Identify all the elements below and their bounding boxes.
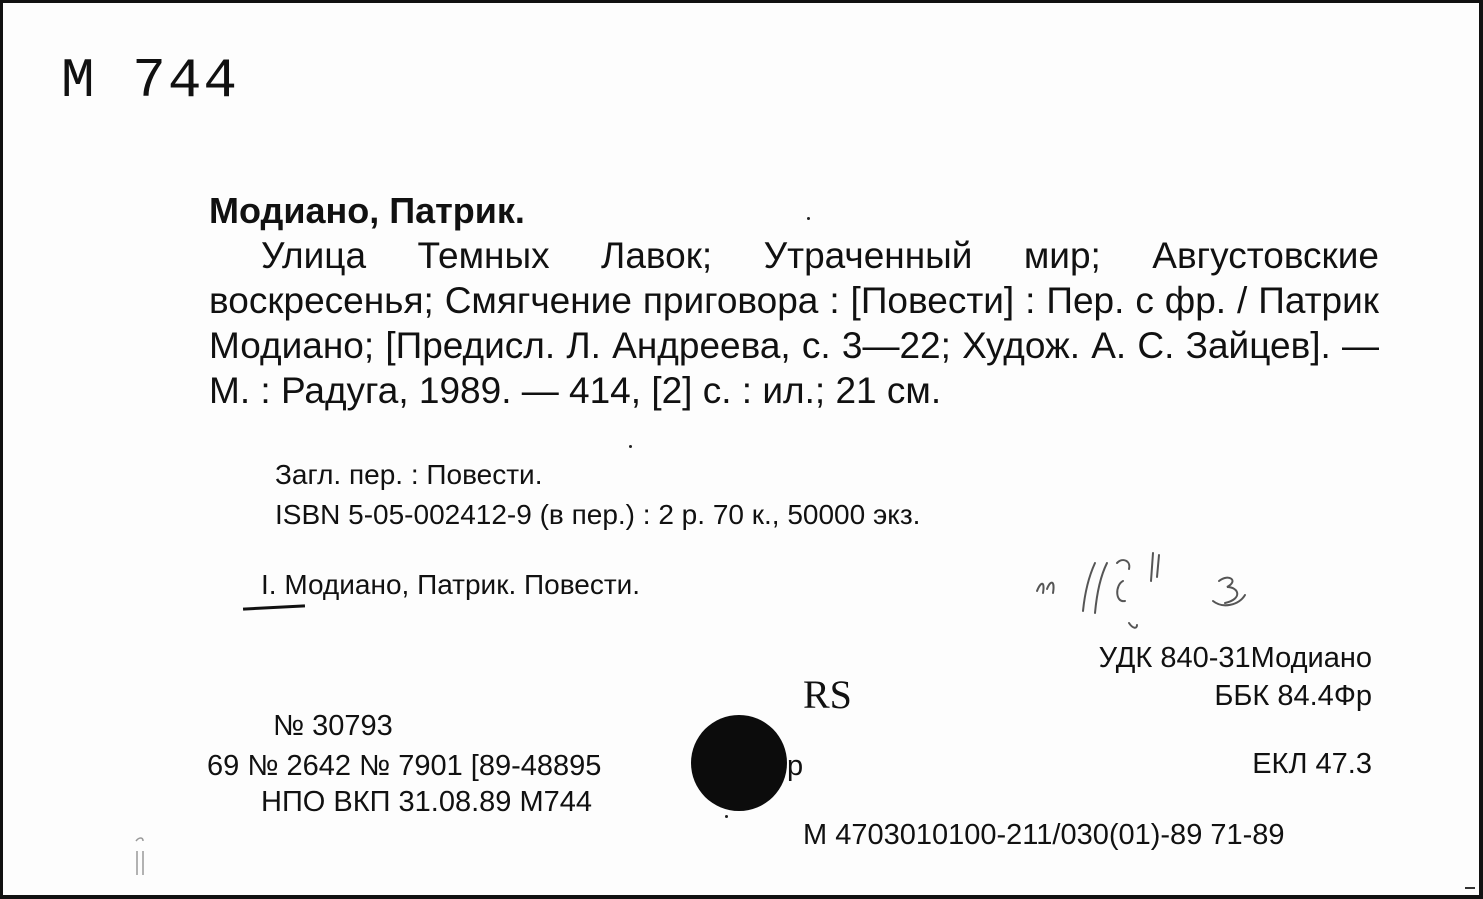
handwritten-note-scribble xyxy=(1033,551,1263,641)
pencil-mark xyxy=(133,835,147,879)
bbk-code: ББК 84.4Фр xyxy=(1214,680,1372,712)
order-numbers: 69 № 2642 № 7901 [89-48895 xyxy=(207,750,602,782)
ekl-code: ЕКЛ 47.3 xyxy=(1252,748,1372,780)
udk-code: УДК 840-31Модиано xyxy=(1098,642,1372,674)
card-number: № 30793 xyxy=(273,710,393,742)
paper-speck xyxy=(629,445,632,448)
isbn-note: ISBN 5-05-002412-9 (в пер.) : 2 р. 70 к., 50000 экз. xyxy=(275,499,921,530)
bibliographic-description: Улица Темных Лавок; Утраченный мир; Августовские воскресенья; Смягчение приговора : [Повести] : Пер. с фр. / Патрик Модиано; [Предисл. Л. Андреева, с. 3—22; Худож. А. С. Зайцев]. — М. : Радуга, 1989. — 414, [2] с. : ил.; 21 см. xyxy=(209,235,1379,411)
paper-speck xyxy=(725,815,728,818)
handwritten-underline xyxy=(243,604,305,610)
added-entry-tracing: I. Модиано, Патрик. Повести. xyxy=(261,569,641,600)
rs-mark: RS xyxy=(803,672,852,717)
publisher-date-line: НПО ВКП 31.08.89 М744 xyxy=(261,786,593,818)
title-note: Загл. пер. : Повести. xyxy=(275,459,543,490)
card-punch-hole xyxy=(691,715,787,811)
corner-mark xyxy=(1465,887,1475,889)
shelfmark: М 744 xyxy=(61,49,240,113)
publication-code: М 4703010100-211/030(01)-89 71-89 xyxy=(803,819,1285,851)
order-numbers-tail: р xyxy=(787,750,804,782)
author-heading: Модиано, Патрик. xyxy=(209,190,525,231)
paper-speck xyxy=(807,217,810,220)
